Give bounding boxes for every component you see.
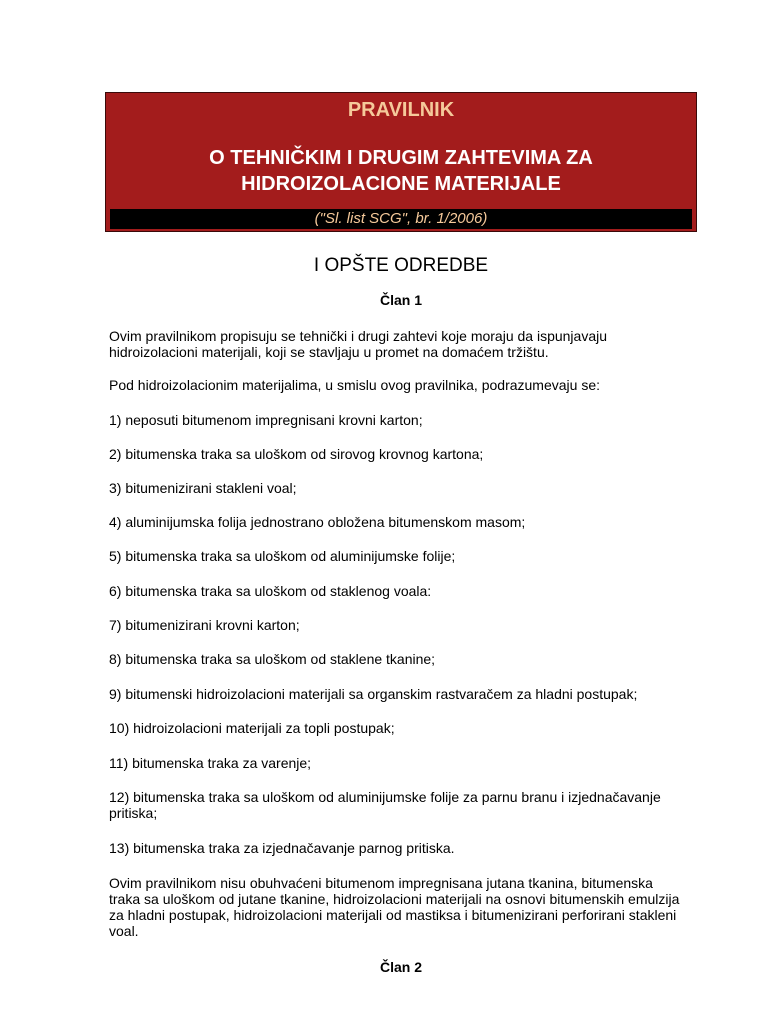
list-item: 12) bitumenska traka sa uloškom od aluminijumske folije za parnu branu i izjednačavanje pritiska; — [109, 789, 661, 821]
definition-paragraph: Pod hidroizolacionim materijalima, u smislu ovog pravilnika, podrazumevaju se: — [109, 377, 600, 393]
title-banner — [105, 92, 697, 232]
section-heading: I OPŠTE ODREDBE — [313, 255, 489, 276]
gazette-reference: ("Sl. list SCG", br. 1/2006) — [110, 209, 692, 229]
list-item: 9) bitumenski hidroizolacioni materijali sa organskim rastvaračem za hladni postupak; — [109, 686, 638, 702]
list-item: 2) bitumenska traka sa uloškom od sirovog krovnog kartona; — [109, 446, 484, 462]
list-item: 10) hidroizolacioni materijali za topli postupak; — [109, 720, 395, 736]
list-item: 4) aluminijumska folija jednostrano obložena bitumenskom masom; — [109, 514, 526, 530]
exclusion-paragraph: Ovim pravilnikom nisu obuhvaćeni bitumenom impregnisana jutana tkanina, bitumenska traka sa uloškom od jutane tkanine, hidroizolacioni materijali na osnovi bitumenskih emulzija za hladni postupak, hidroizolacioni materijali od mastiksa i bitumenizirani perforirani stakleni voal. — [109, 875, 680, 939]
list-item: 6) bitumenska traka sa uloškom od staklenog voala: — [109, 583, 432, 599]
document-title: PRAVILNIK — [347, 99, 455, 121]
list-item: 11) bitumenska traka za varenje; — [109, 755, 312, 771]
list-item: 1) neposuti bitumenom impregnisani krovni karton; — [109, 412, 423, 428]
list-item: 13) bitumenska traka za izjednačavanje parnog pritiska. — [109, 840, 455, 856]
article-heading-1: Član 1 — [379, 292, 422, 308]
list-item: 3) bitumenizirani stakleni voal; — [109, 480, 297, 496]
article-heading-2: Član 2 — [379, 959, 422, 975]
list-item: 8) bitumenska traka sa uloškom od staklene tkanine; — [109, 651, 436, 667]
list-item: 7) bitumenizirani krovni karton; — [109, 617, 300, 633]
document-subtitle: O TEHNIČKIM I DRUGIM ZAHTEVIMA ZA HIDROIZOLACIONE MATERIJALE — [209, 147, 593, 195]
intro-paragraph: Ovim pravilnikom propisuju se tehnički i drugi zahtevi koje moraju da ispunjavaju hidroizolacioni materijali, koji se stavljaju u promet na domaćem tržištu. — [109, 328, 608, 360]
list-item: 5) bitumenska traka sa uloškom od aluminijumske folije; — [109, 548, 456, 564]
